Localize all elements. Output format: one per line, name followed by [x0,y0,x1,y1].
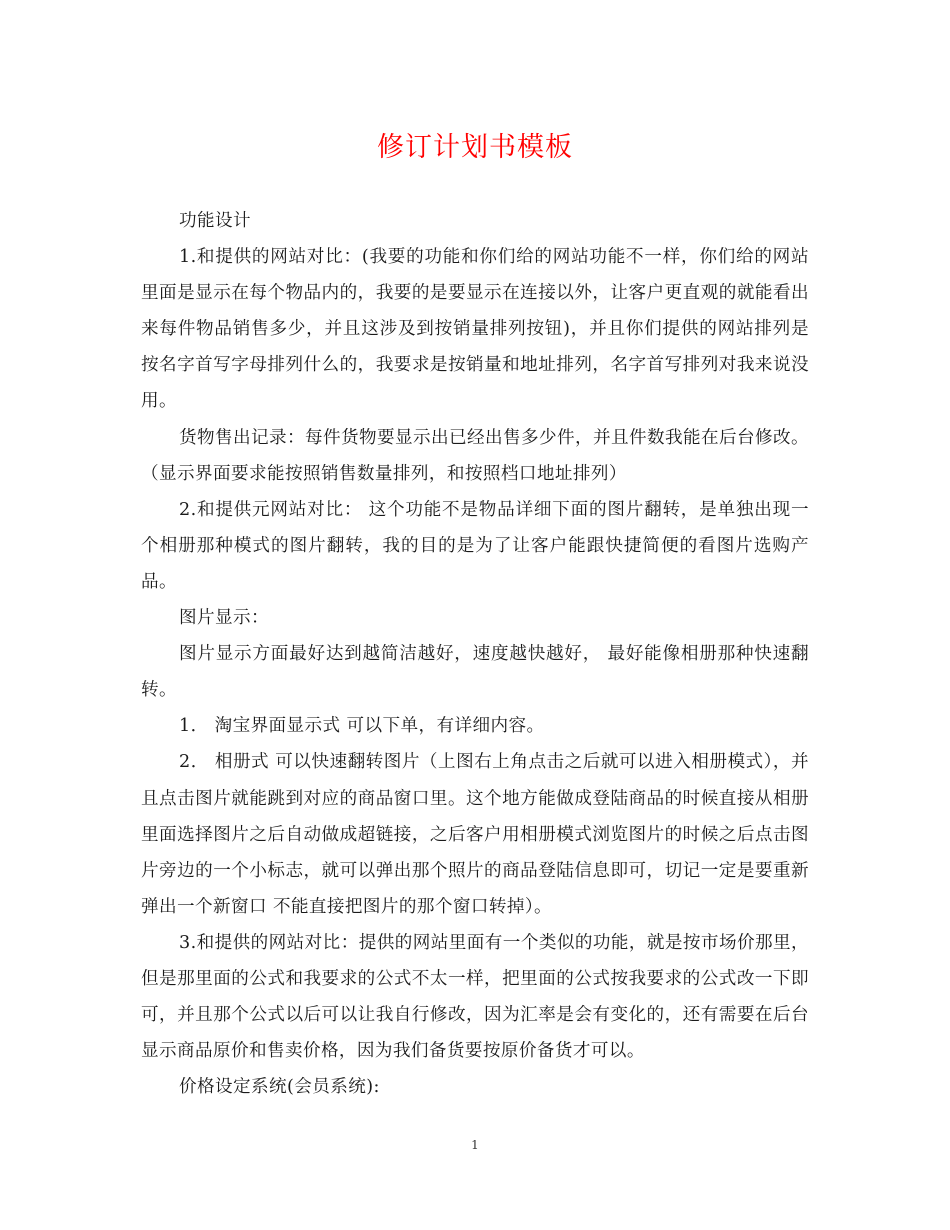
section-heading-pricing-system: 价格设定系统(会员系统): [179,1077,380,1098]
list-item-taobao-style: 1． 淘宝界面显示式 可以下单，有详细内容。 [179,716,545,737]
section-heading-function-design: 功能设计 [179,211,251,231]
paragraph-comparison-2: 2.和提供元网站对比： 这个功能不是物品详细下面的图片翻转，是单独出现一个相册那种模式的图片翻转，我的目的是为了让客户能跟快捷简便的看图片选购产品。 [141,499,809,592]
paragraph-image-display: 图片显示方面最好达到越简洁越好，速度越快越好， 最好能像相册那种快速翻转。 [141,644,809,701]
paragraph-comparison-1: 1.和提供的网站对比：(我要的功能和你们给的网站功能不一样，你们给的网站里面是显示在每个物品内的，我要的是要显示在连接以外，让客户更直观的就能看出来每件物品销售多少，并且这涉及到按销量排列按钮)，并且你们提供的网站排列是按名字首写字母排列什么的，我要求是按销量和地址排列，名字首写排列对我来说没用。 [141,247,809,412]
document-title: 修订计划书模板 [377,132,573,163]
page-number: 1 [471,1138,479,1152]
section-heading-image-display: 图片显示： [179,608,269,629]
paragraph-comparison-3: 3.和提供的网站对比：提供的网站里面有一个类似的功能，就是按市场价那里，但是那里面的公式和我要求的公式不太一样，把里面的公式按我要求的公式改一下即可，并且那个公式以后可以让我自行修改，因为汇率是会有变化的，还有需要在后台显示商品原价和售卖价格，因为我们备货要按原价备货才可以。 [141,932,809,1062]
paragraph-sales-record: 货物售出记录：每件货物要显示出已经出售多少件，并且件数我能在后台修改。 （显示界面要求能按照销售数量排列，和按照档口地址排列） [141,427,809,484]
list-item-album-style: 2． 相册式 可以快速翻转图片（上图右上角点击之后就可以进入相册模式），并且点击图片就能跳到对应的商品窗口里。这个地方能做成登陆商品的时候直接从相册里面选择图片之后自动做成超链接，之后客户用相册模式浏览图片的时候之后点击图片旁边的一个小标志，就可以弹出那个照片的商品登陆信息即可，切记一定是要重新弹出一个新窗口 不能直接把图片的那个窗口转掉）。 [141,752,809,917]
document-body [141,203,809,1105]
